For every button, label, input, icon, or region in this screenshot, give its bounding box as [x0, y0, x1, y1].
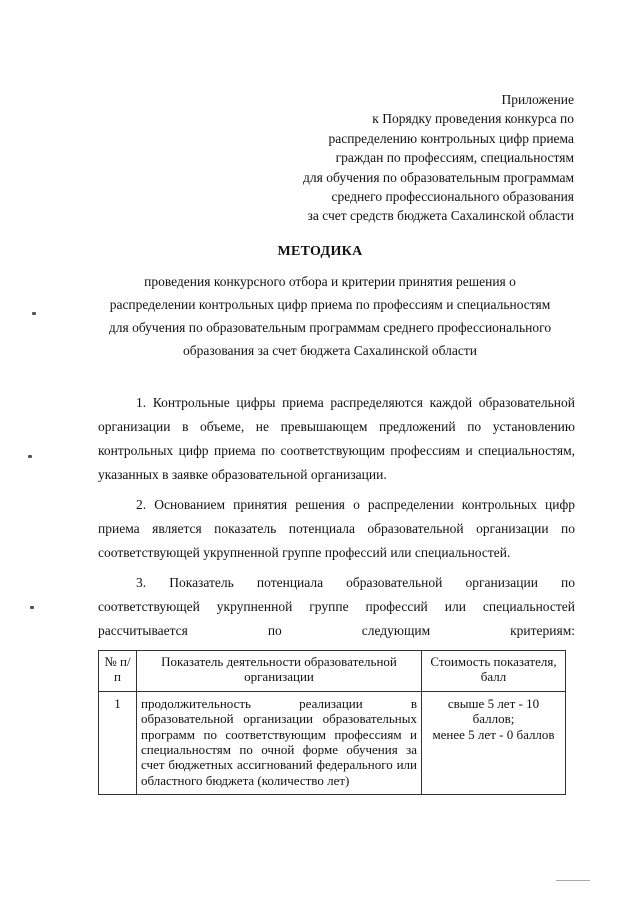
- cost-line: свыше 5 лет - 10 баллов;: [447, 695, 540, 727]
- cost-line: менее 5 лет - 0 баллов: [432, 726, 555, 742]
- document-title: МЕТОДИКА: [277, 244, 363, 259]
- document-subtitle: [92, 270, 568, 362]
- table-row: [99, 691, 566, 794]
- appendix-line: Приложение: [501, 92, 574, 107]
- appendix-line: за счет средств бюджета Сахалинской области: [307, 208, 574, 224]
- criteria-table: [98, 650, 566, 795]
- row-cost: [422, 691, 566, 794]
- subtitle-line: для обучения по образовательным программам среднего профессионального: [108, 320, 552, 335]
- paragraph-1: 1. Контрольные цифры приема распределяются каждой образовательной организации в объеме, не превышающем предложений по установлению контрольных цифр приема по соответствующим профессиям и специальностям, указанных в заявке образовательной организации.: [98, 395, 575, 482]
- appendix-line: для обучения по образовательным программам: [303, 169, 574, 185]
- row-number: 1: [99, 691, 137, 794]
- subtitle-line: проведения конкурсного отбора и критерии принятия решения о: [144, 274, 516, 289]
- document-body: [98, 391, 575, 649]
- appendix-line: среднего профессионального образования: [331, 189, 574, 205]
- subtitle-line: распределении контрольных цифр приема по профессиям и специальностям: [109, 297, 551, 312]
- subtitle-line: образования за счет бюджета Сахалинской области: [183, 343, 477, 358]
- scan-speck: [556, 880, 590, 881]
- paragraph-2: 2. Основанием принятия решения о распределении контрольных цифр приема является показатель потенциала образовательной организации по соответствующей укрупненной группе профессий или специальностей.: [98, 497, 575, 560]
- header-number: № п/п: [99, 651, 137, 692]
- appendix-line: к Порядку проведения конкурса по: [372, 111, 574, 127]
- header-indicator: Показатель деятельности образовательной организации: [137, 651, 422, 692]
- row-indicator: продолжительность реализации в образовательной организации образовательных программ по соответствующим профессиям и специальностям по очной форме обучения за счет бюджетных ассигнований федерального или областного бюджета (количество лет): [137, 691, 422, 794]
- scan-speck: [30, 606, 34, 609]
- appendix-line: граждан по профессиям, специальностям: [335, 150, 574, 166]
- appendix-header: [244, 90, 574, 226]
- appendix-line: распределению контрольных цифр приема: [328, 130, 574, 146]
- header-cost: Стоимость показателя, балл: [422, 651, 566, 692]
- paragraph-3: 3. Показатель потенциала образовательной организации по соответствующей укрупненной группе профессий или специальностей рассчитывается по следующим критериям:: [98, 575, 575, 638]
- scan-speck: [28, 455, 32, 458]
- table-header-row: [99, 651, 566, 692]
- scan-speck: [32, 312, 36, 315]
